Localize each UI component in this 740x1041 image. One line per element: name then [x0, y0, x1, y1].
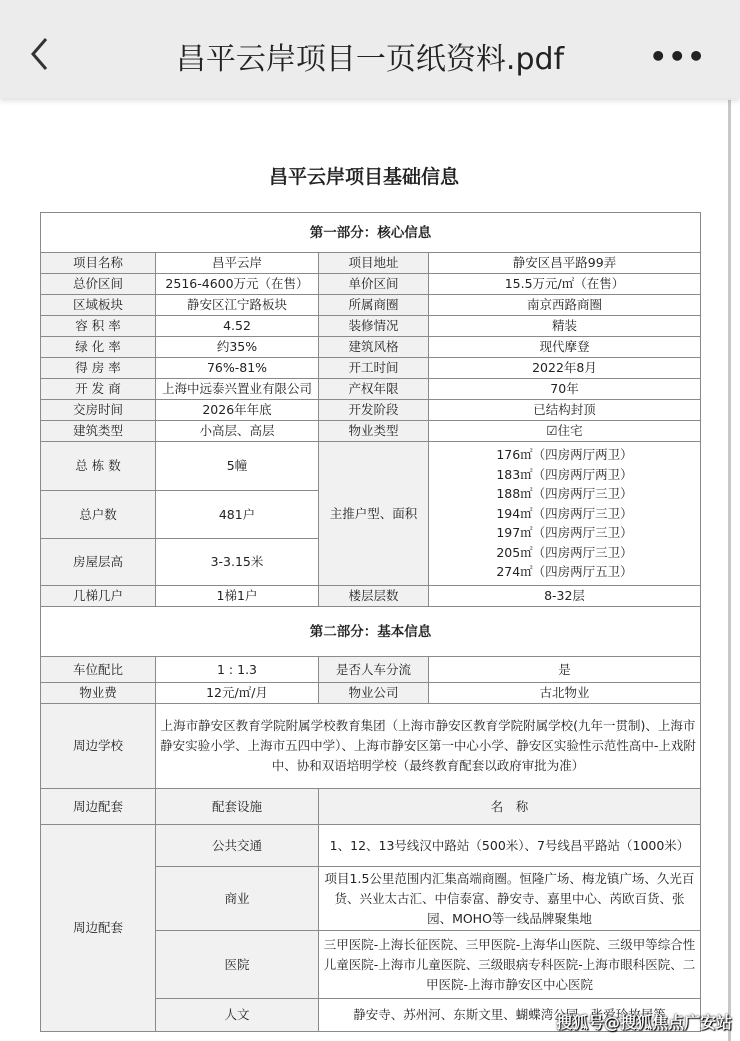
table-cell: 76%-81%: [156, 358, 319, 379]
table-cell: 上海中远泰兴置业有限公司: [156, 379, 319, 400]
table-cell: 481户: [156, 491, 319, 539]
table-row: [41, 358, 701, 379]
table-row: [41, 586, 701, 607]
table-cell: 昌平云岸: [156, 253, 319, 274]
table-row: [41, 421, 701, 442]
table-cell: 装修情况: [319, 316, 429, 337]
table-cell: 名 称: [319, 789, 701, 825]
table-cell: 1梯1户: [156, 586, 319, 607]
table-cell: 物业费: [41, 683, 156, 704]
table-row: [41, 213, 701, 253]
table-cell: 项目名称: [41, 253, 156, 274]
info-table: [40, 212, 701, 1032]
document-title: 昌平云岸项目基础信息: [268, 166, 459, 188]
table-cell: 周边学校: [41, 704, 156, 789]
table-cell: 物业公司: [319, 683, 429, 704]
table-cell: 配套设施: [156, 789, 319, 825]
table-cell: 商业: [156, 867, 319, 931]
table-cell: 周边配套: [41, 789, 156, 825]
table-cell: 开工时间: [319, 358, 429, 379]
pdf-page: [0, 100, 731, 1041]
table-cell: 人文: [156, 999, 319, 1032]
table-row: [41, 789, 701, 825]
table-cell: 所属商圈: [319, 295, 429, 316]
file-title: 昌平云岸项目一页纸资料.pdf: [175, 42, 565, 77]
table-row: [41, 274, 701, 295]
table-cell: 三甲医院-上海长征医院、三甲医院-上海华山医院、三级甲等综合性儿童医院-上海市儿童医院、三级眼病专科医院-上海市眼科医院、二甲医院-上海市静安区中心医院: [319, 931, 701, 999]
table-row: [41, 295, 701, 316]
table-cell: 建筑风格: [319, 337, 429, 358]
more-options-icon[interactable]: •••: [649, 40, 706, 73]
table-cell: 2516-4600万元（在售）: [156, 274, 319, 295]
unit-type-item: 188㎡（四房两厅三卫）: [496, 486, 633, 502]
table-row: [41, 683, 701, 704]
table-cell: 容 积 率: [41, 316, 156, 337]
table-cell: 几梯几户: [41, 586, 156, 607]
unit-type-item: 194㎡（四房两厅三卫）: [496, 505, 633, 521]
table-cell: 1、12、13号线汉中路站（500米）、7号线昌平路站（1000米）: [319, 825, 701, 867]
table-cell: 楼层层数: [319, 586, 429, 607]
unit-type-item: 205㎡（四房两厅三卫）: [496, 544, 633, 560]
table-cell: 2026年年底: [156, 400, 319, 421]
table-cell: ☑住宅: [429, 421, 701, 442]
table-cell: 2022年8月: [429, 358, 701, 379]
table-cell: 总 栋 数: [41, 442, 156, 491]
table-row: [41, 253, 701, 274]
table-cell: 公共交通: [156, 825, 319, 867]
table-cell: 医院: [156, 931, 319, 999]
unit-types-list: [429, 442, 701, 586]
table-row: [41, 704, 701, 789]
unit-type-item: 274㎡（四房两厅五卫）: [496, 564, 633, 580]
table-cell: 主推户型、面积: [319, 442, 429, 586]
table-cell: 是: [429, 657, 701, 683]
top-bar: [0, 0, 740, 98]
table-cell: 现代摩登: [429, 337, 701, 358]
table-cell: 5幢: [156, 442, 319, 491]
table-row: [41, 316, 701, 337]
table-row: [41, 337, 701, 358]
unit-type-item: 197㎡（四房两厅三卫）: [496, 525, 633, 541]
table-row: [41, 657, 701, 683]
table-cell: 是否人车分流: [319, 657, 429, 683]
table-cell: 房屋层高: [41, 539, 156, 586]
table-cell: 区域板块: [41, 295, 156, 316]
table-cell: 单价区间: [319, 274, 429, 295]
table-cell: 已结构封顶: [429, 400, 701, 421]
table-cell: 建筑类型: [41, 421, 156, 442]
table-cell: 约35%: [156, 337, 319, 358]
table-row: [41, 825, 701, 867]
table-cell: 12元/㎡/月: [156, 683, 319, 704]
table-cell: 车位配比: [41, 657, 156, 683]
table-cell: 静安寺、苏州河、东斯文里、蝴蝶湾公园、张爱玲故居等: [319, 999, 701, 1032]
table-cell: 绿 化 率: [41, 337, 156, 358]
table-cell: 总户数: [41, 491, 156, 539]
table-row: [41, 400, 701, 421]
table-row: [41, 379, 701, 400]
table-cell: 精装: [429, 316, 701, 337]
table-cell: 项目1.5公里范围内汇集高端商圈。恒隆广场、梅龙镇广场、久光百货、兴业太古汇、中信泰富、静安寺、嘉里中心、芮欧百货、张园、MOHO等一线品牌聚集地: [319, 867, 701, 931]
table-cell: 上海市静安区教育学院附属学校教育集团（上海市静安区教育学院附属学校(九年一贯制)、上海市静安实验小学、上海市五四中学）、上海市静安区第一中心小学、静安区实验性示范性高中-上戏附中、协和双语培明学校（最终教育配套以政府审批为准）: [156, 704, 701, 789]
table-cell: 开发阶段: [319, 400, 429, 421]
table-cell: 交房时间: [41, 400, 156, 421]
table-cell: 南京西路商圈: [429, 295, 701, 316]
section-heading: 第二部分：基本信息: [41, 607, 701, 657]
table-cell: 70年: [429, 379, 701, 400]
table-cell: 物业类型: [319, 421, 429, 442]
table-cell: 1 : 1.3: [156, 657, 319, 683]
table-cell: 古北物业: [429, 683, 701, 704]
table-cell: 15.5万元/㎡（在售）: [429, 274, 701, 295]
table-row: [41, 442, 701, 491]
table-cell: 小高层、高层: [156, 421, 319, 442]
unit-type-item: 183㎡（四房两厅两卫）: [496, 466, 633, 482]
table-row: [41, 607, 701, 657]
table-cell: 4.52: [156, 316, 319, 337]
table-cell: 3-3.15米: [156, 539, 319, 586]
table-cell: 静安区昌平路99弄: [429, 253, 701, 274]
table-cell: 产权年限: [319, 379, 429, 400]
table-cell: 项目地址: [319, 253, 429, 274]
table-cell: 周边配套: [41, 825, 156, 1032]
section-heading: 第一部分：核心信息: [41, 213, 701, 253]
table-cell: 开 发 商: [41, 379, 156, 400]
watermark: 搜狐号@搜狐焦点广安站: [556, 1013, 733, 1032]
table-cell: 得 房 率: [41, 358, 156, 379]
unit-type-item: 176㎡（四房两厅两卫）: [496, 446, 633, 462]
table-cell: 总价区间: [41, 274, 156, 295]
table-cell: 8-32层: [429, 586, 701, 607]
table-cell: 静安区江宁路板块: [156, 295, 319, 316]
